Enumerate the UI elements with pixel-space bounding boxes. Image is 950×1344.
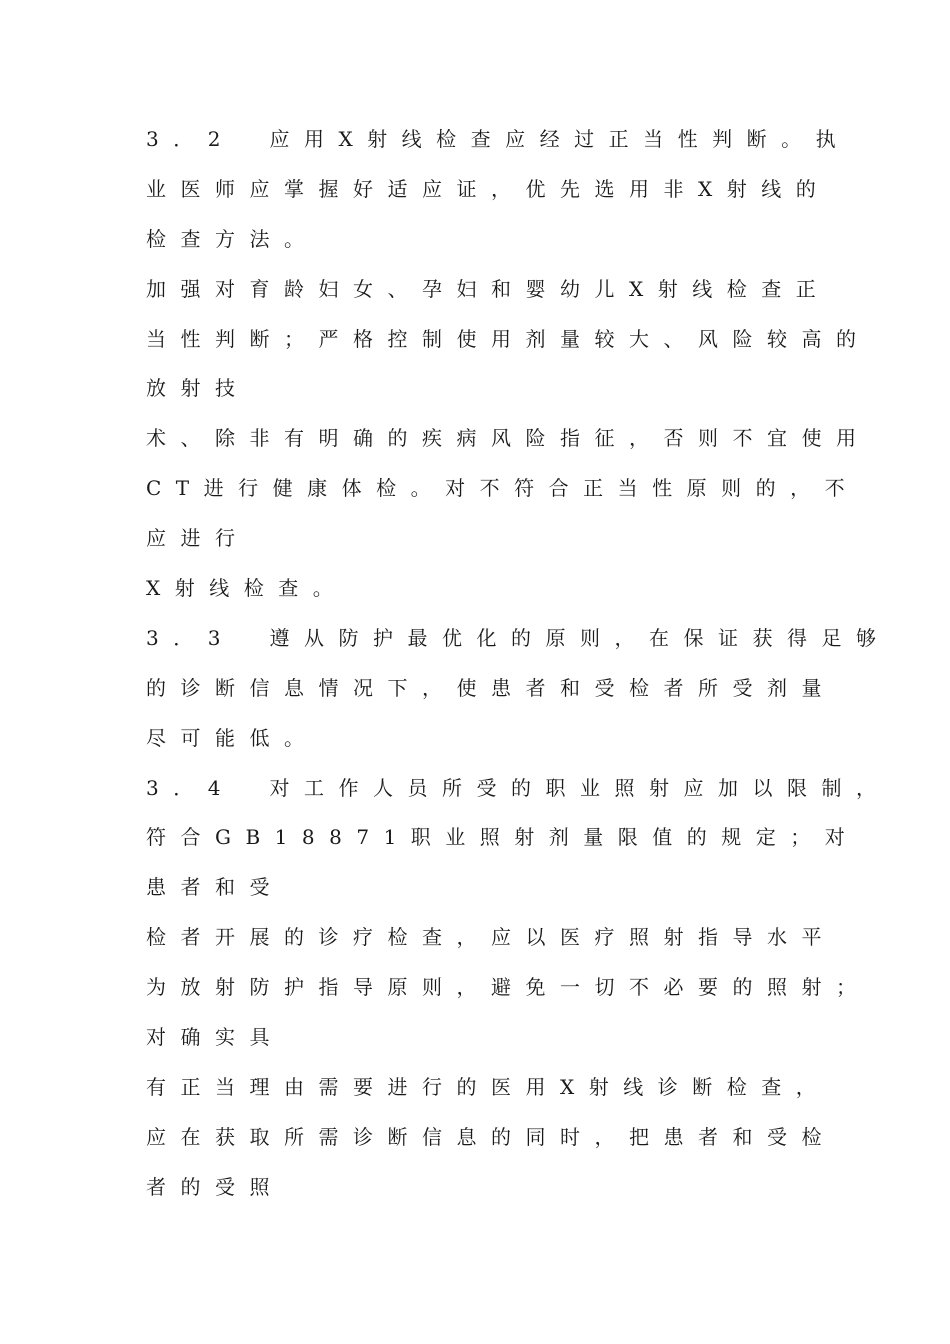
text-line: 为放射防护指导原则，避免一切不必要的照射；	[146, 975, 871, 1000]
text-line: 加强对育龄妇女、孕妇和婴幼儿X射线检查正	[146, 276, 831, 301]
text-line: 符合GB18871职业照射剂量限值的规定；对	[146, 825, 860, 850]
text-line: 尽可能低。	[146, 725, 319, 750]
text-line: 术、除非有明确的疾病风险指征，否则不宜使用	[146, 426, 871, 451]
text-line: 应进行	[146, 526, 250, 551]
text-line: 当性判断；严格控制使用剂量较大、风险较高的	[146, 326, 871, 351]
text-line: 对确实具	[146, 1025, 284, 1050]
text-line: 检查方法。	[146, 226, 319, 251]
text-line: 3．3 遵从防护最优化的原则，在保证获得足够	[146, 625, 891, 650]
text-line: 的诊断信息情况下，使患者和受检者所受剂量	[146, 675, 836, 700]
text-line: 放射技	[146, 376, 250, 401]
text-line: 业医师应掌握好适应证，优先选用非X射线的	[146, 176, 831, 201]
text-line: 3．4 对工作人员所受的职业照射应加以限制，	[146, 775, 891, 800]
text-line: 患者和受	[146, 875, 284, 900]
document-body	[146, 115, 891, 1213]
text-line: X射线检查。	[146, 576, 348, 601]
text-line: 有正当理由需要进行的医用X射线诊断检查，	[146, 1074, 831, 1099]
text-line: 者的受照	[146, 1174, 284, 1199]
text-line: 应在获取所需诊断信息的同时，把患者和受检	[146, 1124, 836, 1149]
text-line: 检者开展的诊疗检查，应以医疗照射指导水平	[146, 925, 836, 950]
text-line: 3．2 应用X射线检查应经过正当性判断。执	[146, 127, 851, 151]
text-line: CT进行健康体检。对不符合正当性原则的，不	[146, 476, 860, 501]
